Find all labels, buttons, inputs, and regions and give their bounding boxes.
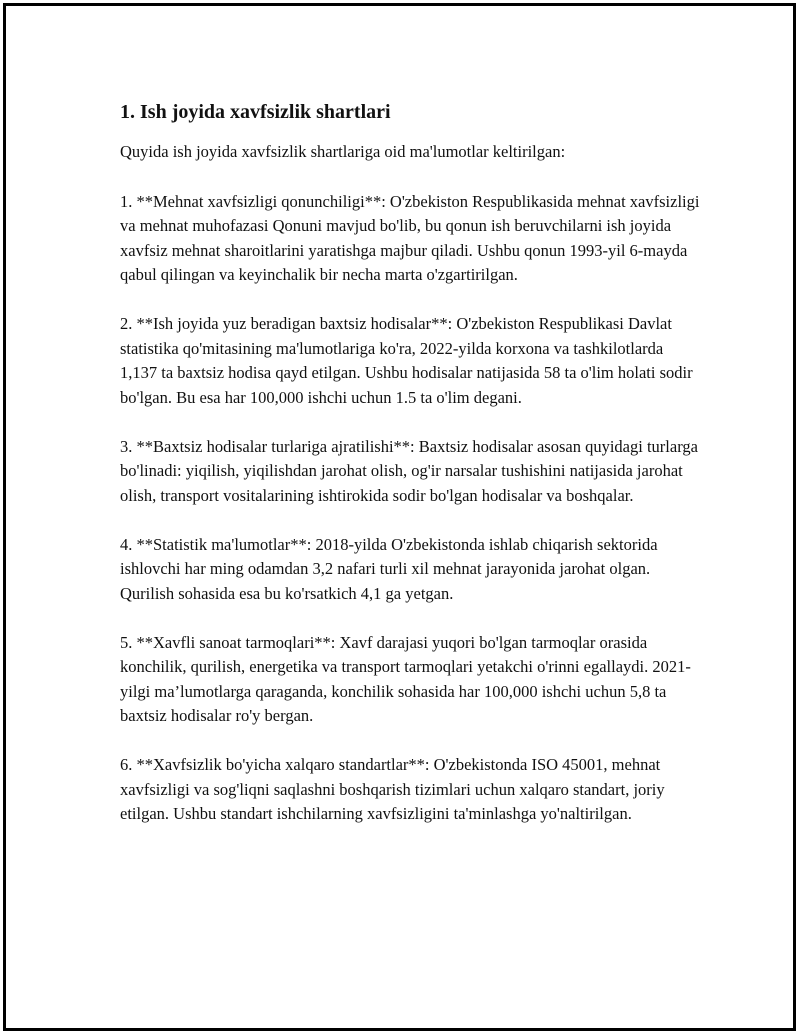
paragraph-hazardous-industries: 5. **Xavfli sanoat tarmoqlari**: Xavf darajasi yuqori bo'lgan tarmoqlar orasida konchilik, qurilish, energetika va transport tarmoqlari yetakchi o'rinni egallaydi. 2021-yilgi ma’lumotlarga qaraganda, konchilik sohasida har 100,000 ishchi uchun 5,8 ta baxtsiz hodisalar ro'y bergan. <box>120 632 691 725</box>
intro-paragraph: Quyida ish joyida xavfsizlik shartlariga oid ma'lumotlar keltirilgan: <box>120 142 566 161</box>
section-title: 1. Ish joyida xavfsizlik shartlari <box>120 101 391 123</box>
paragraph-accidents: 2. **Ish joyida yuz beradigan baxtsiz hodisalar**: O'zbekiston Respublikasi Davlat statistika qo'mitasining ma'lumotlariga ko'ra, 2022-yilda korxona va tashkilotlarda 1,137 ta baxtsiz hodisa qayd etilgan. Ushbu hodisalar natijasida 58 ta o'lim holati sodir bo'lgan. Bu esa har 100,000 ishchi uchun 1.5 ta o'lim degani. <box>120 314 693 407</box>
document-page <box>3 3 796 1031</box>
paragraph-statistics: 4. **Statistik ma'lumotlar**: 2018-yilda O'zbekistonda ishlab chiqarish sektorida ishlovchi har ming odamdan 3,2 nafari turli xil mehnat jarayonida jarohat olgan. Qurilish sohasida esa bu ko'rsatkich 4,1 ga yetgan. <box>120 534 658 603</box>
paragraph-international-standards: 6. **Xavfsizlik bo'yicha xalqaro standartlar**: O'zbekistonda ISO 45001, mehnat xavfsizligi va sog'liqni saqlashni boshqarish tizimlari uchun xalqaro standart, joriy etilgan. Ushbu standart ishchilarning xavfsizligini ta'minlashga yo'naltirilgan. <box>120 755 665 823</box>
paragraph-legislation: 1. **Mehnat xavfsizligi qonunchiligi**: O'zbekiston Respublikasida mehnat xavfsizligi va mehnat muhofazasi Qonuni mavjud bo'lib, bu qonun ish beruvchilarni ish joyida xavfsiz mehnat sharoitlarini yaratishga majbur qiladi. Ushbu qonun 1993-yil 6-mayda qabul qilingan va keyinchalik bir necha marta o'zgartirilgan. <box>120 191 700 284</box>
document-body <box>120 98 700 851</box>
paragraph-accident-types: 3. **Baxtsiz hodisalar turlariga ajratilishi**: Baxtsiz hodisalar asosan quyidagi turlarga bo'linadi: yiqilish, yiqilishdan jarohat olish, og'ir narsalar tushishini natijasida jarohat olish, transport vositalarining ishtirokida sodir bo'lgan hodisalar va boshqalar. <box>120 436 698 505</box>
